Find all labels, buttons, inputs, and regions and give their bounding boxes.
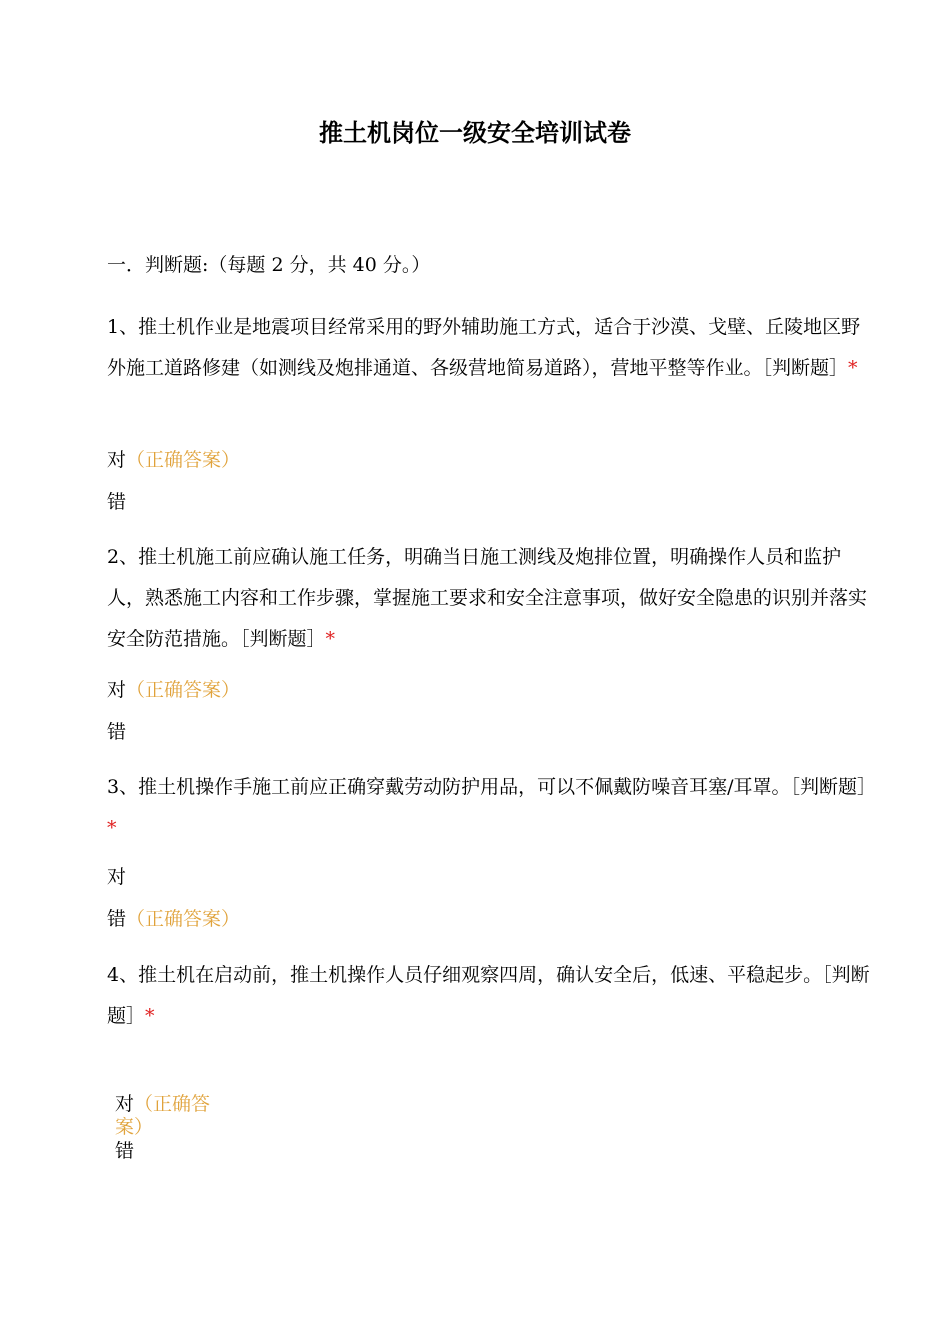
- question-2: [107, 537, 877, 660]
- question-text: 推土机操作手施工前应正确穿戴劳动防护用品，可以不佩戴防噪音耳塞/耳罩。: [138, 776, 791, 798]
- option-true[interactable]: [107, 862, 877, 892]
- question-type: ［判断题］: [790, 776, 877, 798]
- question-number: 1、: [107, 316, 139, 338]
- required-marker: *: [107, 817, 117, 839]
- required-marker: *: [325, 628, 336, 650]
- question-stem: [107, 307, 877, 389]
- question-number: 4、: [107, 964, 139, 986]
- page-title: 推土机岗位一级安全培训试卷: [319, 119, 631, 147]
- question-4: [107, 955, 897, 1037]
- correct-answer-tag: （正确答案）: [126, 449, 241, 471]
- correct-answer-tag: （正确答案）: [126, 908, 241, 930]
- option-true[interactable]: [107, 445, 877, 475]
- option-true[interactable]: [115, 1093, 225, 1139]
- question-text: 推土机在启动前，推土机操作人员仔细观察四周，确认安全后，低速、平稳起步。: [138, 964, 823, 986]
- option-false[interactable]: [115, 1140, 225, 1163]
- correct-answer-tag: （正确答案）: [126, 679, 241, 701]
- option-false[interactable]: [107, 717, 877, 747]
- option-label: 错: [115, 1140, 135, 1162]
- question-stem: [107, 955, 897, 1037]
- question-type: ［判断题］: [107, 964, 870, 1027]
- option-true[interactable]: [107, 675, 877, 705]
- option-label: 错: [107, 491, 127, 513]
- question-stem: [107, 767, 877, 849]
- option-false[interactable]: [107, 904, 877, 934]
- option-false[interactable]: [107, 487, 877, 517]
- question-text: 推土机施工前应确认施工任务，明确当日施工测线及炮排位置，明确操作人员和监护人，熟悉施工内容和工作步骤，掌握施工要求和安全注意事项，做好安全隐患的识别并落实安全防范措施。: [107, 546, 868, 650]
- question-type: ［判断题］: [240, 628, 326, 650]
- question-number: 2、: [107, 546, 139, 568]
- option-label: 对: [107, 866, 127, 888]
- question-1: [107, 307, 877, 389]
- question-text: 推土机作业是地震项目经常采用的野外辅助施工方式，适合于沙漠、戈壁、丘陵地区野外施工道路修建（如测线及炮排通道、各级营地简易道路），营地平整等作业。: [107, 316, 861, 379]
- option-label: 错: [107, 908, 127, 930]
- question-number: 3、: [107, 776, 139, 798]
- section-heading: 一．判断题:（每题 2 分，共 40 分。）: [107, 254, 431, 276]
- correct-answer-tag: （正确答案）: [115, 1093, 211, 1138]
- question-type: ［判断题］: [762, 357, 849, 379]
- option-label: 对: [115, 1093, 135, 1115]
- required-marker: *: [848, 357, 858, 379]
- option-label: 对: [107, 679, 127, 701]
- question-stem: [107, 537, 877, 660]
- option-label: 对: [107, 449, 127, 471]
- option-label: 错: [107, 721, 127, 743]
- required-marker: *: [145, 1005, 155, 1027]
- question-3: [107, 767, 877, 849]
